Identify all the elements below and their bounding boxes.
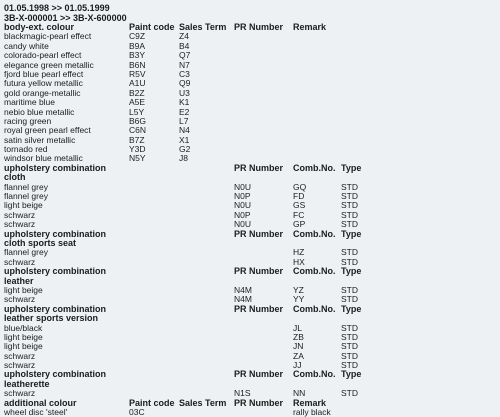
upholstery-subtitle-row [4,380,500,389]
column-header-pr-number: PR Number [234,397,284,408]
colour-name: blackmagic-pearl effect [4,31,92,42]
colour-name: elegance green metallic [4,59,94,70]
comb-number: FD [293,191,305,202]
comb-number: ZB [293,331,304,342]
upholstery-name: flannel grey [4,181,48,192]
sales-term: G2 [179,144,191,155]
pr-number: N4M [234,294,252,305]
additional-header-row [4,399,500,408]
upholstery-name: schwarz [4,388,36,399]
upholstery-name: light beige [4,284,43,295]
comb-number: GP [293,219,306,230]
upholstery-subtitle-row [4,239,500,248]
remark: rally black [293,407,331,417]
pr-number: N0P [234,191,251,202]
sales-term: U3 [179,87,190,98]
sales-term: Q7 [179,50,191,61]
column-header-pr-number: PR Number [234,303,284,314]
colour-name: fjord blue pearl effect [4,68,84,79]
colour-name: nebio blue metallic [4,106,75,117]
type: STD [341,284,358,295]
sales-term: B4 [179,40,190,51]
paint-code: C6N [129,125,147,136]
paint-code: B6G [129,115,147,126]
type: STD [341,322,358,333]
type: STD [341,331,358,342]
column-header-sales-term: Sales Term [179,22,227,32]
type: STD [341,294,358,305]
upholstery-subtitle-row [4,277,500,286]
paint-code: B7Z [129,134,145,145]
pr-number: N0P [234,209,251,220]
table-row [4,333,500,342]
type: STD [341,341,358,352]
sales-term: K1 [179,97,190,108]
sales-term: N4 [179,125,190,136]
sales-term: Q9 [179,78,191,89]
column-header-type: Type [341,162,362,173]
column-header-type: Type [341,266,362,277]
type: STD [341,388,358,399]
paint-code: B2Z [129,87,145,98]
table-row [4,183,500,192]
table-row [4,352,500,361]
upholstery-subtitle-row [4,173,500,182]
section-title: additional colour [4,397,77,408]
section-subtitle: leatherette [4,378,50,389]
type: STD [341,191,358,202]
section-subtitle: leather sports version [4,313,99,324]
upholstery-name: schwarz [4,350,36,361]
paint-code: Y3D [129,144,146,155]
column-header-sales-term: Sales Term [179,397,227,408]
colour-name: satin silver metallic [4,134,76,145]
colour-name: maritime blue [4,97,56,108]
section-title: upholstery combination [4,162,107,173]
type: STD [341,256,358,267]
column-header-comb-no: Comb.No. [293,303,336,314]
type: STD [341,219,358,230]
upholstery-header-row [4,370,500,379]
colour-name: colorado-pearl effect [4,50,82,61]
column-header-pr-number: PR Number [234,228,284,239]
upholstery-name: schwarz [4,209,36,220]
upholstery-name: blue/black [4,322,43,333]
upholstery-name: flannel grey [4,247,48,258]
colour-name: royal green pearl effect [4,125,91,136]
section-subtitle: cloth [4,172,26,183]
upholstery-name: schwarz [4,360,36,371]
comb-number: NN [293,388,306,399]
upholstery-name: schwarz [4,219,36,230]
comb-number: HX [293,256,305,267]
pr-number: N4M [234,284,252,295]
table-row [4,98,500,107]
type: STD [341,360,358,371]
column-header-pr-number: PR Number [234,369,284,380]
upholstery-subtitle-row [4,314,500,323]
paint-code: R5V [129,68,146,79]
pr-number: N1S [234,388,251,399]
comb-number: GS [293,200,306,211]
colour-name: wheel disc 'steel' [4,407,68,417]
comb-number: JN [293,341,304,352]
colour-list [4,23,500,417]
sales-term: E2 [179,106,190,117]
paint-code: N5Y [129,153,146,164]
column-header-paint-code: Paint code [129,22,175,32]
pr-number: N0U [234,200,252,211]
section-title: body-ext. colour [4,22,75,32]
comb-number: ZA [293,350,304,361]
type: STD [341,209,358,220]
sales-term: C3 [179,68,190,79]
upholstery-name: schwarz [4,294,36,305]
pr-number: N0U [234,181,252,192]
sales-term: J8 [179,153,188,164]
paint-code: B9A [129,40,146,51]
upholstery-name: flannel grey [4,191,48,202]
table-row [4,108,500,117]
date-range: 01.05.1998 >> 01.05.1999 [4,3,110,13]
type: STD [341,181,358,192]
colour-name: windsor blue metallic [4,153,83,164]
column-header-type: Type [341,228,362,239]
type: STD [341,200,358,211]
comb-number: YY [293,294,305,305]
column-header-pr-number: PR Number [234,266,284,277]
paint-code: A5E [129,97,146,108]
table-row [4,32,500,41]
upholstery-name: light beige [4,341,43,352]
paint-code: A1U [129,78,146,89]
paint-code: B6N [129,59,146,70]
column-header-remark: Remark [293,22,327,32]
section-title: upholstery combination [4,228,107,239]
table-row [4,324,500,333]
column-header-comb-no: Comb.No. [293,369,336,380]
paint-code: B3Y [129,50,146,61]
chassis-range: 3B-X-000001 >> 3B-X-600000 [4,13,127,23]
table-row [4,136,500,145]
comb-number: JL [293,322,302,333]
section-title: upholstery combination [4,369,107,380]
section-title: upholstery combination [4,303,107,314]
colour-name: tornado red [4,144,48,155]
colour-name: gold orange-metallic [4,87,81,98]
paint-code: C9Z [129,31,146,42]
column-header-comb-no: Comb.No. [293,162,336,173]
sales-term: X1 [179,134,190,145]
table-row [4,211,500,220]
table-row [4,286,500,295]
section-subtitle: leather [4,275,34,286]
column-header-remark: Remark [293,397,327,408]
colour-name: racing green [4,115,52,126]
table-row [4,192,500,201]
table-row [4,89,500,98]
pr-number: N0U [234,219,252,230]
upholstery-header-row [4,230,500,239]
column-header-type: Type [341,369,362,380]
column-header-comb-no: Comb.No. [293,266,336,277]
table-row [4,126,500,135]
sales-term: L7 [179,115,189,126]
colour-name: candy white [4,40,49,51]
upholstery-name: schwarz [4,256,36,267]
column-header-pr-number: PR Number [234,22,284,32]
comb-number: FC [293,209,305,220]
column-header-comb-no: Comb.No. [293,228,336,239]
upholstery-name: light beige [4,331,43,342]
comb-number: GQ [293,181,307,192]
type: STD [341,247,358,258]
comb-number: HZ [293,247,305,258]
table-row [4,408,500,417]
sales-term: N7 [179,59,190,70]
table-row [4,248,500,257]
upholstery-name: light beige [4,200,43,211]
upholstery-header-row [4,267,500,276]
paint-code: L5Y [129,106,145,117]
column-header-type: Type [341,303,362,314]
comb-number: YZ [293,284,304,295]
section-title: upholstery combination [4,266,107,277]
upholstery-header-row [4,164,500,173]
column-header-pr-number: PR Number [234,162,284,173]
comb-number: JJ [293,360,302,371]
type: STD [341,350,358,361]
paint-code: 03C [129,407,145,417]
table-row [4,342,500,351]
sales-term: Z4 [179,31,189,42]
section-subtitle: cloth sports seat [4,237,77,248]
colour-name: futura yellow metallic [4,78,83,89]
column-header-paint-code: Paint code [129,397,175,408]
table-row [4,201,500,210]
